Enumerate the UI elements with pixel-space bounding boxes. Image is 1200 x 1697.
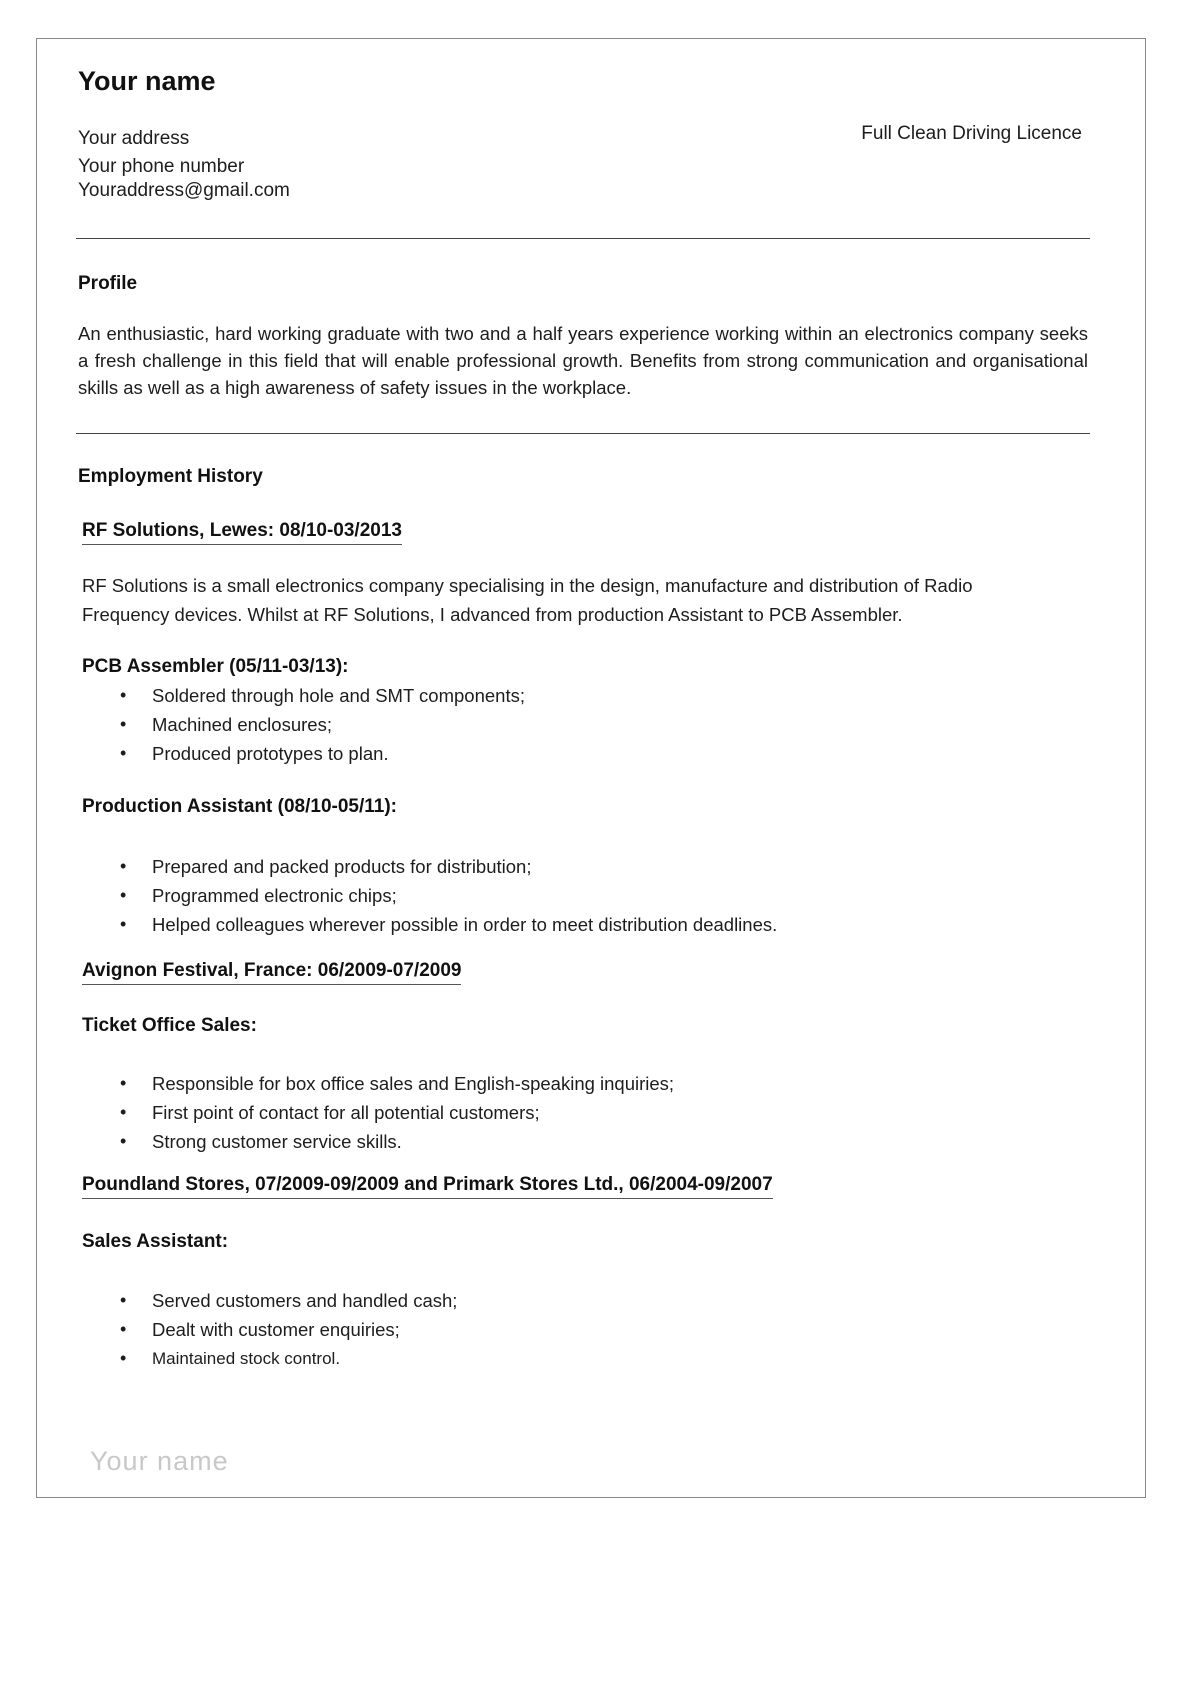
profile-text: An enthusiastic, hard working graduate with two and a half years experience working within an electronics company seeks a fresh challenge in this field that will enable professional growth. Benefits from strong communication and organisational skills as well as a high awareness of safety issues in the workplace. [78,323,1088,398]
employment-heading: Employment History [78,466,263,487]
list-item: • Programmed electronic chips; [120,881,777,910]
role-bullets [120,1286,457,1373]
role-title: Ticket Office Sales: [82,1015,257,1036]
role-title: Production Assistant (08/10-05/11): [82,796,398,817]
list-item: • Prepared and packed products for distribution; [120,852,777,881]
company-description: RF Solutions is a small electronics company specialising in the design, manufacture and distribution of Radio Frequency devices. Whilst at RF Solutions, I advanced from production Assistant to PCB Assembler. [82,575,973,625]
divider [76,433,1090,434]
list-item: • Helped colleagues wherever possible in order to meet distribution deadlines. [120,910,777,939]
company-avignon-festival: Avignon Festival, France: 06/2009-07/2009 [82,960,461,985]
profile-heading: Profile [78,273,138,294]
company-poundland-primark: Poundland Stores, 07/2009-09/2009 and Primark Stores Ltd., 06/2004-09/2007 [82,1174,773,1199]
page-frame [36,38,1146,1498]
list-item: • First point of contact for all potential customers; [120,1098,674,1127]
role-title: Sales Assistant: [82,1231,229,1252]
driving-licence: Full Clean Driving Licence [861,123,1082,144]
list-item: • Machined enclosures; [120,710,525,739]
company-rf-solutions: RF Solutions, Lewes: 08/10-03/2013 [82,520,402,545]
role-bullets [120,1069,674,1156]
list-item: • Served customers and handled cash; [120,1286,457,1315]
role-title: PCB Assembler (05/11-03/13): [82,656,349,677]
list-item: • Strong customer service skills. [120,1127,674,1156]
list-item: • Maintained stock control. [120,1344,457,1373]
role-bullets [120,681,525,768]
email-address: Youraddress@gmail.com [78,180,290,201]
divider [76,238,1090,239]
footer-name: Your name [90,1446,229,1476]
list-item: • Responsible for box office sales and English-speaking inquiries; [120,1069,674,1098]
contact-block [78,125,290,205]
phone-number: Your phone number [78,156,245,177]
role-bullets [120,852,777,939]
list-item: • Soldered through hole and SMT components; [120,681,525,710]
candidate-name: Your name [78,66,216,96]
list-item: • Produced prototypes to plan. [120,739,525,768]
list-item: • Dealt with customer enquiries; [120,1315,457,1344]
address: Your address [78,128,190,149]
